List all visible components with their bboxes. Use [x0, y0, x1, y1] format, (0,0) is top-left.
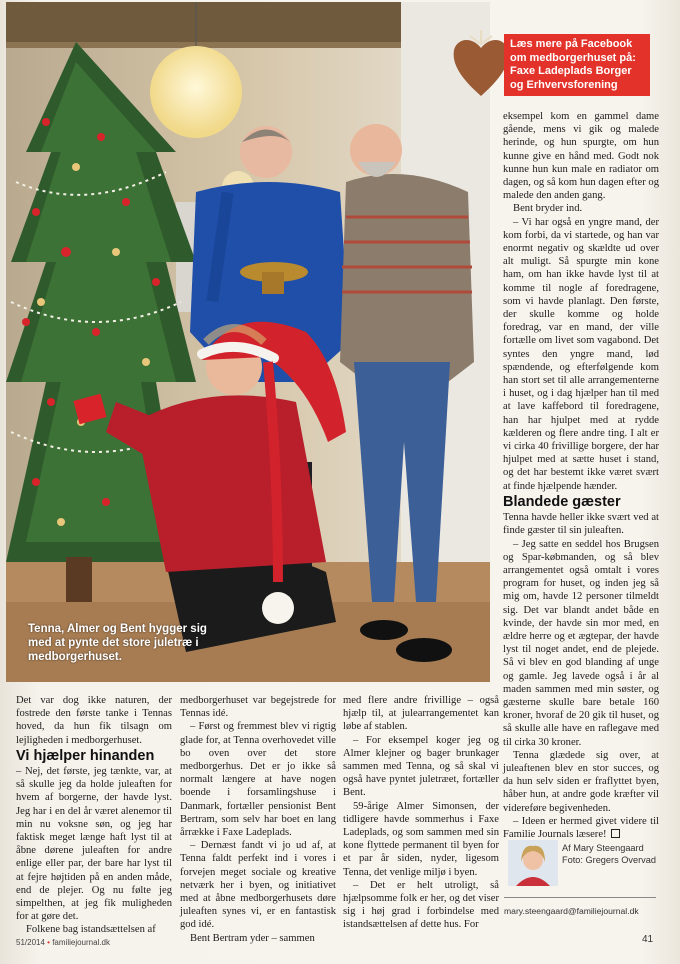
author-photo — [508, 840, 558, 886]
body-paragraph: medborgerhuset var begejstrede for Tennas idé. — [180, 695, 336, 720]
body-column-1 — [16, 694, 172, 937]
divider — [504, 897, 656, 898]
body-paragraph: – For eksempel koger jeg og Almer klejner og bager brunkager sammen med Tenna, og så skal vi også have pyntet juletræet, fortæller Bent. — [343, 734, 499, 799]
body-paragraph: eksempel kom en gammel dame gående, mens vi gik og malede herinde, og hun spurgte, om hun kunne give en hånd med. Godt nok kunne hun kun male en radiator om dagen, og så kom hun dagen efter og malede den anden gang. — [503, 111, 659, 202]
body-paragraph: Folkene bag istandsættelsen af — [26, 924, 156, 936]
photo-credit: Foto: Gregers Overvad — [562, 855, 656, 865]
body-paragraph: Bent Bertram yder – sammen — [190, 932, 315, 944]
author-credits — [562, 842, 656, 866]
body-paragraph: Tenna havde heller ikke svært ved at finde gæster til sin juleaften. — [503, 512, 659, 537]
page-number: 41 — [642, 934, 654, 945]
body-paragraph: – Det er helt utroligt, så hjælpsomme folk er her, og det viser sig i høj grad i forbindelse med istandsættelsen af dette hus. For — [343, 879, 499, 931]
body-paragraph: med flere andre frivillige – også hjælp til, at julearrangementet kan løbe af stablen. — [343, 695, 499, 733]
body-paragraph: 59-årige Almer Simonsen, der tidligere havde sommerhus i Faxe Ladeplads, og som sammen med sin kone flyttede permanent til byen for et par år siden, nyder, ligesom Tenna, det venlige miljø i byen. — [343, 800, 499, 878]
christmas-scene-illustration — [6, 2, 490, 682]
body-paragraph: – Dernæst fandt vi jo ud af, at Tenna faldt perfekt ind i vores i forvejen meget sociale og kreative netværk her i byen, og initiativet med at åbne medborgerhusets døre juleaften synes vi, er en fantastisk god idé. — [180, 840, 336, 931]
body-paragraph: Tenna glædede sig over, at juleaftenen blev en stor succes, og da hun selv siden er fraflyttet byen, håber hun, at andre gode kræfter vil videreføre begivenheden. — [503, 749, 659, 814]
body-paragraph: Det var dog ikke naturen, der fostrede den første tanke i Tennas hoved, da hun fik tilsagn om lejligheden i medborgerhuset. — [16, 695, 172, 746]
feature-photo — [6, 2, 490, 682]
photo-caption: Tenna, Almer og Bent hygger sig med at pynte det store juletræ i medborgerhuset. — [28, 623, 207, 663]
body-paragraph: – Jeg satte en seddel hos Brugsen og Spar-købmanden, og så blev arrangementet også omtalt i vores program for huset, og inden jeg så mig om, havde 12 personer tilmeldt sig. Det var blandt andet både en kvinde, der havde sin mor med, en ældre herre og et ægtepar, der havde lyst til noget andet, end de plejede. Så vi blev en god blanding af unge og gamle. Jeg lavede også i år al maden sammen med min søster, og gæsterne skulle bare betale 160 kroner, hvoraf de 20 gik til huset, og så skulle alle have en raflegave med til cirka 30 kroner. — [503, 538, 659, 748]
body-paragraph: – Først og fremmest blev vi rigtig glade for, at Tenna overhovedet ville bo oven over det store medborgerhus. Det er jo ikke så normalt længere at have nogen boende i forsamlingshuse i Danmark, fortæller pensionist Bent Bertram, som selv har boet en lang årrække i Faxe Ladeplads. — [180, 721, 336, 839]
body-paragraph: Bent bryder ind. — [513, 203, 583, 215]
facebook-info-box: Læs mere på Facebook om medborgerhuset på: Faxe Ladeplads Borger og Erhvervsforening — [504, 34, 650, 96]
subheading-vi-hjaelper-hinanden: Vi hjælper hinanden — [16, 747, 155, 764]
bullet-icon: • — [47, 938, 50, 947]
closing-text: – Ideen er hermed givet videre til Familie Journals læsere! — [503, 815, 659, 840]
byline: Af Mary Steengaard — [562, 843, 644, 853]
author-email: mary.steengaard@familiejournal.dk — [504, 906, 639, 916]
end-mark-icon — [611, 829, 620, 838]
body-column-2 — [180, 694, 336, 945]
author-portrait-icon — [508, 840, 558, 886]
body-paragraph: – Nej, det første, jeg tænkte, var, at så skulle jeg da holde juleaften for hvem af borgerne, der havde lyst. Jeg har i en del år været alenemor til min nu voksne søn, og jeg har faktisk meget længe haft lyst til at åbne dørene juleaften for andre enlige eller par, der bare har lyst til at fejre højtiden på en anden måde, end de plejer. Og nu følte jeg simpelthen, at jeg fik muligheden for at gøre det. — [16, 766, 172, 923]
right-column — [503, 110, 659, 841]
gingerbread-heart-icon — [452, 30, 510, 100]
subheading-blandede-gaester: Blandede gæster — [503, 493, 621, 510]
site-name: familiejournal.dk — [52, 938, 111, 947]
body-column-3 — [343, 694, 499, 932]
issue-number: 51/2014 — [16, 938, 45, 947]
body-paragraph: – Vi har også en yngre mand, der kom forbi, da vi startede, og han var enormt negativ og skældte ud over alt muligt. Så spurgte min kone ham, om han ikke havde lyst til at komme til nogle af foredragene, som vi havde planlagt. Den første, der skulle komme og holde foredrag, var en mand, der ville fortælle om livet som vagabond. Det syntes den yngre mand, lød spændende, og efterfølgende kom han stort set til alle arrangementerne i huset, og i dag hjælper han til med at lave kaffebord til foredragene, han har hjulpet med at rydde kælderen og flere andre ting. I alt er vi cirka 40 frivillige borgere, der har hjulpet med at sætte huset i stand, og det har bestemt ikke været svært at finde hjælpende hænder. — [503, 216, 659, 492]
folio-left — [16, 938, 110, 947]
